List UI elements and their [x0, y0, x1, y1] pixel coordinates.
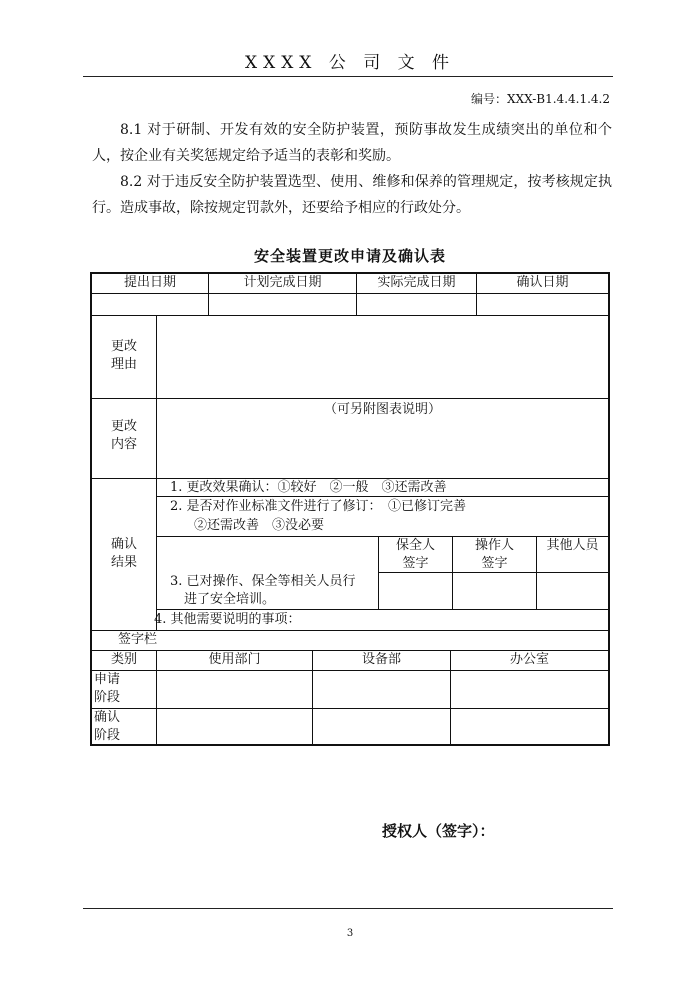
paragraph-8-2: 8.2 对于违反安全防护装置选型、使用、维修和保养的管理规定，按考核规定执行。造成事故，除按规定罚款外，还要给予相应的行政处分。 [92, 174, 612, 216]
header-user-dept: 使用部门 [208, 652, 261, 667]
other-staff-header: 其他人员 [546, 538, 599, 553]
header-equipment-dept: 设备部 [361, 652, 401, 667]
item-training: 3. 已对操作、保全等相关人员行 进了安全培训。 [170, 574, 356, 607]
header-actual-date: 实际完成日期 [377, 275, 456, 290]
operator-signature-header: 操作人 签字 [474, 538, 514, 571]
authorizer-signature: 授权人（签字）： [382, 822, 495, 840]
header-confirm-date: 确认日期 [516, 275, 569, 290]
application-stage-label: 申请 阶段 [93, 672, 120, 705]
item-effect-confirmation: 1. 更改效果确认：①较好 ②一般 ③还需改善 [170, 480, 447, 495]
item-standard-revision: 2. 是否对作业标准文件进行了修订： ①已修订完善 [170, 499, 467, 514]
change-request-form-table [90, 272, 610, 746]
header-submit-date: 提出日期 [123, 275, 176, 290]
header-category: 类别 [110, 652, 137, 667]
page-number: 3 [346, 928, 354, 939]
footer-divider [83, 908, 613, 909]
header-planned-date: 计划完成日期 [243, 275, 322, 290]
header-office: 办公室 [509, 652, 549, 667]
document-number: 编号：XXX-B1.4.4.1.4.2 [471, 92, 610, 106]
change-reason-label: 更改 理由 [110, 339, 137, 372]
signature-bar-label: 签字栏 [118, 632, 158, 647]
confirmation-stage-label: 确认 阶段 [93, 710, 120, 743]
paragraph-8-1: 8.1 对于研制、开发有效的安全防护装置，预防事故发生成绩突出的单位和个人，按企业有关奖惩规定给予适当的表彰和奖励。 [92, 122, 612, 164]
item-standard-revision-options: ②还需改善 ③没必要 [194, 518, 325, 533]
header-divider [83, 76, 613, 77]
content-note: （可另附图表说明） [323, 402, 441, 417]
confirm-result-label: 确认 结果 [110, 537, 137, 570]
item-other-notes: 4. 其他需要说明的事项： [154, 612, 301, 627]
document-header-title: XXXX 公 司 文 件 [244, 53, 456, 73]
maintainer-signature-header: 保全人 签字 [395, 538, 435, 571]
form-title: 安全装置更改申请及确认表 [253, 247, 446, 265]
change-content-label: 更改 内容 [110, 419, 137, 452]
